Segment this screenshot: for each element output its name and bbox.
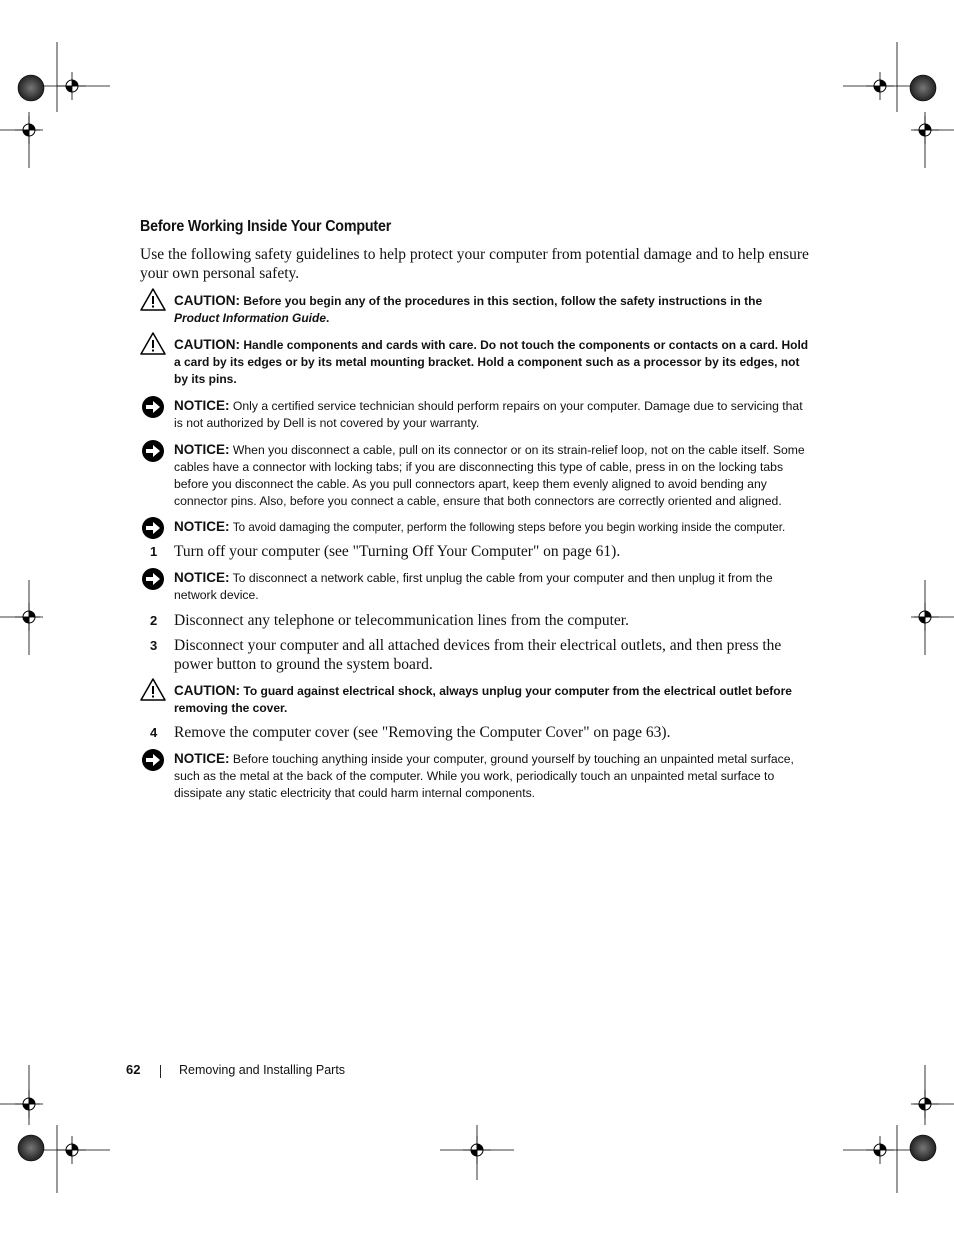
page-number: 62 — [126, 1062, 141, 1077]
notice-arrow-icon — [140, 395, 166, 419]
notice-body: To disconnect a network cable, first unplug the cable from your computer and then unplug it from the network device. — [174, 571, 773, 602]
notice-arrow-icon — [140, 439, 166, 463]
intro-paragraph: Use the following safety guidelines to help protect your computer from potential damage and to help ensure your own personal safety. — [140, 246, 809, 282]
caution-triangle-icon — [140, 332, 166, 356]
notice-text — [174, 569, 814, 604]
notice-body: To avoid damaging the computer, perform the following steps before you begin working inside the computer. — [232, 521, 786, 534]
caution-label: CAUTION: — [174, 337, 240, 352]
step-text: Remove the computer cover (see "Removing the Computer Cover" on page 63). — [174, 724, 671, 741]
section-heading: Before Working Inside Your Computer — [140, 218, 392, 235]
notice-text — [174, 518, 814, 536]
caution-label: CAUTION: — [174, 683, 240, 698]
step-number: 4 — [150, 725, 158, 740]
chapter-title: Removing and Installing Parts — [179, 1063, 346, 1077]
notice-label: NOTICE: — [174, 519, 230, 534]
notice-body: When you disconnect a cable, pull on its connector or on its strain-relief loop, not on the cable itself. Some cables have a connector with locking tabs; if you are disconnecting this type of cable, press in on the locking tabs before you disconnect the cable. As you pull connectors apart, keep them evenly aligned to avoid bending any connector pins. Also, before you connect a cable, ensure that both connectors are correctly oriented and aligned. — [174, 443, 805, 508]
notice-label: NOTICE: — [174, 570, 230, 585]
notice-arrow-icon — [140, 748, 166, 772]
notice-text — [174, 397, 814, 432]
caution-end: . — [326, 311, 330, 325]
caution-label: CAUTION: — [174, 293, 240, 308]
step-text: Turn off your computer (see "Turning Off Your Computer" on page 61). — [174, 543, 621, 560]
notice-label: NOTICE: — [174, 442, 230, 457]
notice-text — [174, 750, 814, 802]
notice-text — [174, 441, 814, 510]
caution-body: To guard against electrical shock, always unplug your computer from the electrical outlet before removing the cover. — [174, 684, 792, 715]
notice-arrow-icon — [140, 516, 166, 540]
notice-body: Before touching anything inside your computer, ground yourself by touching an unpainted metal surface, such as the metal at the back of the computer. While you work, periodically touch an unpainted metal surface to dissipate any static electricity that could harm internal components. — [174, 752, 794, 800]
caution-body: Handle components and cards with care. Do not touch the components or contacts on a card. Hold a card by its edges or by its metal mounting bracket. Hold a component such as a processor by its edges, not by its pins. — [174, 338, 809, 386]
step-text: Disconnect any telephone or telecommunication lines from the computer. — [174, 612, 629, 629]
caution-triangle-icon — [140, 678, 166, 702]
step-number: 3 — [150, 638, 158, 653]
guide-title: Product Information Guide — [174, 311, 326, 325]
notice-body: Only a certified service technician should perform repairs on your computer. Damage due to servicing that is not authorized by Dell is not covered by your warranty. — [174, 399, 803, 430]
notice-label: NOTICE: — [174, 398, 230, 413]
notice-arrow-icon — [140, 567, 166, 591]
step-number: 2 — [150, 613, 158, 628]
step-number: 1 — [150, 544, 158, 559]
caution-body: Before you begin any of the procedures in this section, follow the safety instructions in the — [243, 294, 763, 308]
notice-label: NOTICE: — [174, 751, 230, 766]
footer-divider — [160, 1065, 161, 1078]
caution-text — [174, 292, 814, 327]
step-text: Disconnect your computer and all attached devices from their electrical outlets, and then press the power button to ground the system board. — [174, 637, 782, 673]
caution-triangle-icon — [140, 288, 166, 312]
caution-text — [174, 682, 814, 717]
caution-text — [174, 336, 814, 388]
